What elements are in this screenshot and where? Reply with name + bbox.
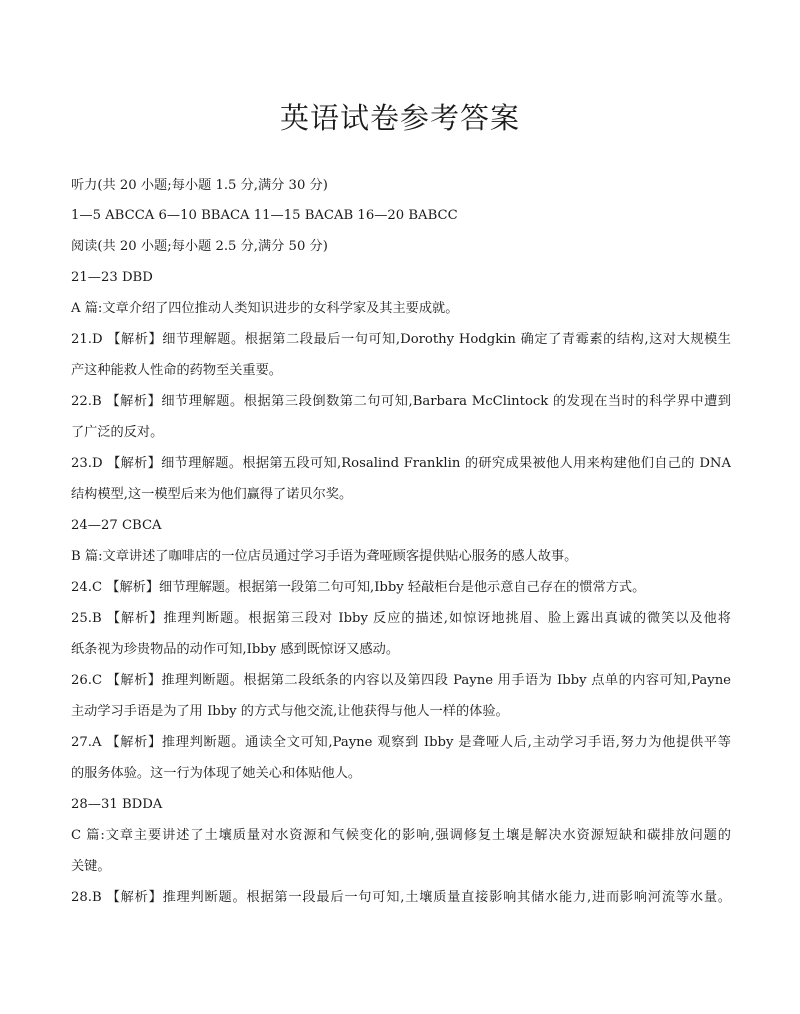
explanation-26-line-2: 主动学习手语是为了用 Ibby 的方式与他交流,让他获得与他人一样的体验。 bbox=[71, 704, 509, 719]
explanation-27-line-1: 27.A 【解析】推理判断题。通读全文可知,Payne 观察到 Ibby 是聋哑人后,主动学习手语,努力为他提供平等 bbox=[71, 735, 731, 750]
passage-summary-b: B 篇:文章讲述了咖啡店的一位店员通过学习手语为聋哑顾客提供贴心服务的感人故事。 bbox=[71, 549, 578, 564]
explanation-23-line-2: 结构模型,这一模型后来为他们赢得了诺贝尔奖。 bbox=[71, 487, 353, 502]
explanation-25-line-1: 25.B 【解析】推理判断题。根据第三段对 Ibby 反应的描述,如惊讶地挑眉、脸上露出真诚的微笑以及他将 bbox=[71, 611, 731, 626]
explanation-26-line-1: 26.C 【解析】推理判断题。根据第二段纸条的内容以及第四段 Payne 用手语为 Ibby 点单的内容可知,Payne bbox=[71, 673, 731, 688]
answer-group-28-31: 28—31 BDDA bbox=[71, 797, 163, 812]
answer-group-21-23: 21—23 DBD bbox=[71, 270, 153, 285]
explanation-21-line-2: 产这种能救人性命的药物至关重要。 bbox=[71, 363, 282, 378]
passage-summary-c-line-1: C 篇:文章主要讲述了土壤质量对水资源和气候变化的影响,强调修复土壤是解决水资源短缺和碳排放问题的 bbox=[71, 828, 731, 843]
passage-summary-a: A 篇:文章介绍了四位推动人类知识进步的女科学家及其主要成就。 bbox=[71, 301, 459, 316]
passage-summary-c-line-2: 关键。 bbox=[71, 859, 111, 874]
explanation-24: 24.C 【解析】细节理解题。根据第一段第二句可知,Ibby 轻敲柜台是他示意自己存在的惯常方式。 bbox=[71, 580, 646, 595]
answer-line-listening: 1—5 ABCCA 6—10 BBACA 11—15 BACAB 16—20 BABCC bbox=[71, 208, 458, 223]
explanation-22-line-1: 22.B 【解析】细节理解题。根据第三段倒数第二句可知,Barbara McClintock 的发现在当时的科学界中遭到 bbox=[71, 394, 731, 409]
explanation-22-line-2: 了广泛的反对。 bbox=[71, 425, 164, 440]
section-heading-reading: 阅读(共 20 小题;每小题 2.5 分,满分 50 分) bbox=[71, 239, 328, 254]
explanation-28-line-1: 28.B 【解析】推理判断题。根据第一段最后一句可知,土壤质量直接影响其储水能力,进而影响河流等水量。 bbox=[71, 890, 731, 905]
explanation-25-line-2: 纸条视为珍贵物品的动作可知,Ibby 感到既惊讶又感动。 bbox=[71, 642, 400, 657]
explanation-21-line-1: 21.D 【解析】细节理解题。根据第二段最后一句可知,Dorothy Hodgkin 确定了青霉素的结构,这对大规模生 bbox=[71, 332, 731, 347]
explanation-23-line-1: 23.D 【解析】细节理解题。根据第五段可知,Rosalind Franklin 的研究成果被他人用来构建他们自己的 DNA bbox=[71, 456, 731, 471]
answer-group-24-27: 24—27 CBCA bbox=[71, 518, 162, 533]
section-heading-listening: 听力(共 20 小题;每小题 1.5 分,满分 30 分) bbox=[71, 178, 328, 193]
document-title: 英语试卷参考答案 bbox=[279, 101, 520, 135]
explanation-27-line-2: 的服务体验。这一行为体现了她关心和体贴他人。 bbox=[71, 766, 362, 781]
